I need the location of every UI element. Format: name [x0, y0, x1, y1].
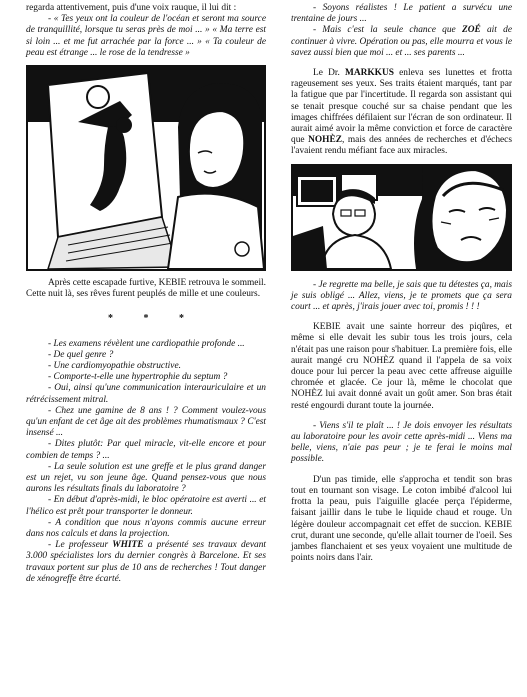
- dialogue-line: - Dites plutôt: Par quel miracle, vit-elle encore et pour combien de temps ? ...: [26, 439, 266, 461]
- character-name: MARKKUS: [344, 68, 394, 79]
- dialogue-line: - Le professeur WHITE a présenté ses travaux devant 3.000 spécialistes lors du dernier congrès à Barcelone. Et ses travaux portent sur plus de 10 ans de recherches ! Tout danger de xénogreffe être écarté.: [26, 540, 266, 584]
- paragraph: D'un pas timide, elle s'approcha et tendit son bras tout en tournant son visage. Le coton imbibé d'alcool lui frotta la peau, puis l'aiguille glacée perça l'épiderme, faisant jaillir dans le tube le liquide chaud et rouge. Un légère douleur accompagnait cet effet de succion. KEBIE crut, durant une seconde, qu'elle allait tourner de l'oeil. Ses jambes flanchaient et ses yeux voyaient une multitude de points noirs dans l'air.: [291, 474, 513, 564]
- dialogue-line: - Chez une gamine de 8 ans ! ? Comment voulez-vous qu'un enfant de cet âge ait des problèmes rhumatismaux ? C'est insensé ...: [26, 405, 266, 439]
- paragraph: Après cette escapade furtive, KEBIE retrouva le sommeil. Cette nuit là, ses rêves furent peuplés de mille et une couleurs.: [26, 278, 266, 300]
- paragraph: regarda attentivement, puis d'une voix rauque, il lui dit :: [26, 3, 237, 13]
- dialogue-line: - Soyons réalistes ! Le patient a survécu une trentaine de jours ...: [291, 3, 512, 25]
- dialogue-line: - En début d'après-midi, le bloc opératoire est averti ... et l'hélico est prêt pour transporter le donneur.: [26, 495, 266, 517]
- dialogue-line: - Oui, ainsi qu'une communication interauriculaire et un rétrécissement mitral.: [26, 383, 266, 405]
- character-name: NOHÈZ: [308, 135, 342, 146]
- character-name: WHITE: [112, 540, 144, 551]
- dialogue-line: - A condition que nous n'ayons commis aucune erreur dans nos calculs et dans la projection.: [26, 517, 266, 540]
- comic-panel-laboratory: [291, 164, 512, 271]
- dialogue-line: - Viens s'il te plaît ... ! Je dois envoyer les résultats au laboratoire pour les avoir cette après-midi ... Viens ma belle, viens, n'aie pas peur ; je te ferai le moins mal possible.: [291, 420, 512, 465]
- dialogue-line: - Mais c'est la seule chance que ZOÉ ait de continuer à vivre. Opération ou pas, elle mourra et vous le savez aussi bien que moi ... et ... ses parents ...: [291, 25, 512, 58]
- left-column: [26, 3, 266, 585]
- comic-panel-bedroom: [26, 65, 266, 271]
- paragraph: Le Dr. MARKKUS enleva ses lunettes et frotta rageusement ses yeux. Ses traits étaient marqués, tant par la fatigue que par l'incertitude. Il regarda son assistant qui se tenait presque couché sur sa chaise pendant que les images chiffrées défilaient sur l'écran de son ordinateur. Il aurait aimé avoir la même conviction et force de caractère que NOHÈZ, mais des années de recherches et d'échecs l'avaient rendu méfiant face aux miracles.: [291, 68, 512, 157]
- dialogue-line: - Je regrette ma belle, je sais que tu détestes ça, mais je suis obligé ... Allez, viens, je te promets que ça sera court ... et après, j'irais jouer avec toi, promis ! ! !: [291, 279, 512, 313]
- dialogue-line: - « Tes yeux ont la couleur de l'océan et seront ma source de tranquillité, lorsque tu seras près de moi ... » « Ma terre est si loin ... et me fut arrachée par la force ... » « Ta couleur de peau est étrange ... le rose de la tendresse »: [26, 14, 266, 58]
- dialogue-line: - Les examens révèlent une cardiopathie profonde ...: [48, 338, 245, 349]
- right-column: [291, 3, 512, 564]
- dialogue-line: - De quel genre ?: [48, 349, 114, 360]
- section-separator: * * *: [108, 313, 198, 325]
- character-name: ZOÉ: [461, 25, 481, 36]
- dialogue-line: - Comporte-t-elle une hypertrophie du septum ?: [48, 372, 228, 383]
- dialogue-line: - La seule solution est une greffe et le plus grand danger est un rejet, vu son jeune âge. Quand pensez-vous que nous aurons les résultats finals du laboratoire ?: [26, 461, 266, 495]
- paragraph: KEBIE avait une sainte horreur des piqûres, et même si elle devait les subir tous les trois jours, cela n'était pas une raison pour s'habituer. La première fois, elle aurait mangé cru NOHÈZ quand il l'appela de sa voix douce pour lui percer la peau avec cette affreuse aiguille chromée et glacée. Ce jour là, même le chocolat que NOHÈZ lui avait donné avait un goût amer. Son bras était resté engourdi durant toute la journée.: [291, 322, 512, 411]
- dialogue-line: - Une cardiomyopathie obstructive.: [48, 361, 181, 372]
